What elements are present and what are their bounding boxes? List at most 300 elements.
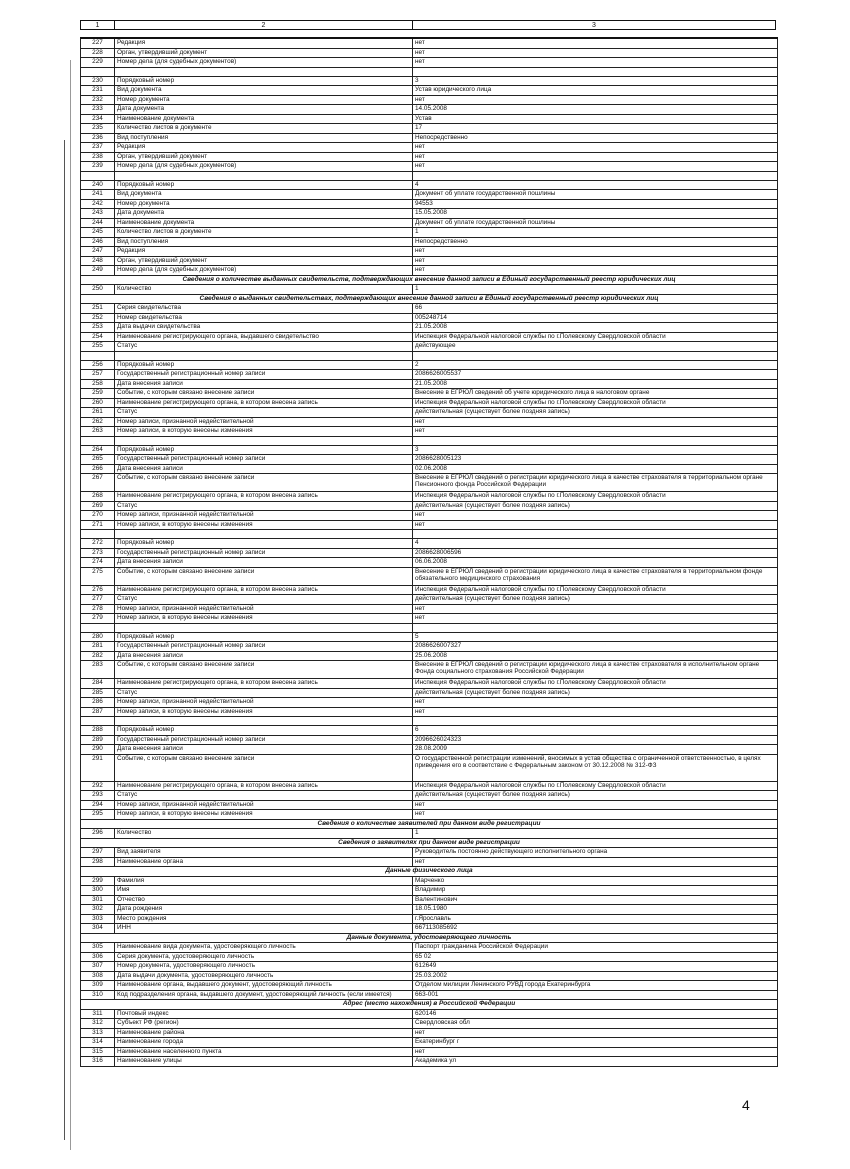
row-number: 232 bbox=[81, 95, 115, 105]
field-label: Орган, утвердивший документ bbox=[115, 256, 413, 266]
table-row bbox=[81, 952, 778, 962]
blank-cell bbox=[413, 351, 778, 360]
table-row bbox=[81, 474, 778, 492]
row-number: 292 bbox=[81, 781, 115, 791]
row-number: 296 bbox=[81, 829, 115, 839]
row-number: 249 bbox=[81, 266, 115, 276]
table-row bbox=[81, 558, 778, 568]
field-value: действительная (существует более поздняя запись) bbox=[413, 595, 778, 605]
column-number: 3 bbox=[413, 21, 776, 30]
section-heading-row bbox=[81, 867, 778, 877]
field-label: Номер записи, признанной недействительной bbox=[115, 604, 413, 614]
field-value: нет bbox=[413, 152, 778, 162]
field-label: Номер документа, удостоверяющего личность bbox=[115, 962, 413, 972]
field-label: Наименование города bbox=[115, 1038, 413, 1048]
field-label: Номер свидетельства bbox=[115, 313, 413, 323]
field-value: Документ об уплате государственной пошлины bbox=[413, 190, 778, 200]
table-row bbox=[81, 651, 778, 661]
field-value: 4 bbox=[413, 539, 778, 549]
table-row bbox=[81, 218, 778, 228]
row-number: 304 bbox=[81, 924, 115, 934]
field-label: Номер дела (для судебных документов) bbox=[115, 162, 413, 172]
section-heading-row bbox=[81, 294, 778, 304]
table-row bbox=[81, 370, 778, 380]
field-label: Вид документа bbox=[115, 190, 413, 200]
blank-cell bbox=[81, 717, 115, 726]
table-row bbox=[81, 427, 778, 437]
row-number: 276 bbox=[81, 585, 115, 595]
row-number: 284 bbox=[81, 679, 115, 689]
blank-row bbox=[81, 436, 778, 445]
row-number: 271 bbox=[81, 520, 115, 530]
table-row bbox=[81, 143, 778, 153]
table-row bbox=[81, 642, 778, 652]
row-number: 311 bbox=[81, 1009, 115, 1019]
field-label: Номер записи, в которую внесены изменения bbox=[115, 614, 413, 624]
row-number: 283 bbox=[81, 661, 115, 679]
row-number: 305 bbox=[81, 943, 115, 953]
field-label: Статус bbox=[115, 501, 413, 511]
row-number: 243 bbox=[81, 209, 115, 219]
table-row bbox=[81, 1028, 778, 1038]
field-value: 65 02 bbox=[413, 952, 778, 962]
table-row bbox=[81, 876, 778, 886]
field-value: нет bbox=[413, 810, 778, 820]
field-value: 66 bbox=[413, 304, 778, 314]
field-value: нет bbox=[413, 48, 778, 58]
row-number: 308 bbox=[81, 971, 115, 981]
table-row bbox=[81, 114, 778, 124]
field-value: 667113085692 bbox=[413, 924, 778, 934]
field-label: Почтовый индекс bbox=[115, 1009, 413, 1019]
field-value: 620146 bbox=[413, 1009, 778, 1019]
section-heading: Сведения о заявителях при данном виде регистрации bbox=[81, 838, 778, 848]
table-row bbox=[81, 379, 778, 389]
row-number: 314 bbox=[81, 1038, 115, 1048]
field-value: 14.05.2008 bbox=[413, 105, 778, 115]
blank-cell bbox=[413, 717, 778, 726]
row-number: 264 bbox=[81, 445, 115, 455]
table-row bbox=[81, 313, 778, 323]
row-number: 286 bbox=[81, 698, 115, 708]
field-label: Государственный регистрационный номер записи bbox=[115, 455, 413, 465]
field-label: Номер записи, в которую внесены изменения bbox=[115, 707, 413, 717]
row-number: 281 bbox=[81, 642, 115, 652]
row-number: 269 bbox=[81, 501, 115, 511]
field-label: Наименование улицы bbox=[115, 1057, 413, 1067]
field-value: Валентинович bbox=[413, 895, 778, 905]
field-value: нет bbox=[413, 162, 778, 172]
row-number: 291 bbox=[81, 754, 115, 781]
field-label: Наименование вида документа, удостоверяющего личность bbox=[115, 943, 413, 953]
field-value: Паспорт гражданина Российской Федерации bbox=[413, 943, 778, 953]
field-value: 28.08.2009 bbox=[413, 745, 778, 755]
table-row bbox=[81, 342, 778, 352]
table-row bbox=[81, 548, 778, 558]
field-label: Вид поступления bbox=[115, 237, 413, 247]
field-value: 663-001 bbox=[413, 990, 778, 1000]
field-label: Наименование регистрирующего органа, в котором внесена запись bbox=[115, 781, 413, 791]
field-label: Номер записи, в которую внесены изменения bbox=[115, 810, 413, 820]
field-label: Редакция bbox=[115, 143, 413, 153]
blank-row bbox=[81, 530, 778, 539]
table-row bbox=[81, 1019, 778, 1029]
field-value: нет bbox=[413, 38, 778, 48]
field-label: Порядковый номер bbox=[115, 726, 413, 736]
table-row bbox=[81, 124, 778, 134]
field-label: Вид заявителя bbox=[115, 848, 413, 858]
row-number: 240 bbox=[81, 180, 115, 190]
section-heading: Адрес (место нахождения) в Российской Федерации bbox=[81, 1000, 778, 1010]
row-number: 285 bbox=[81, 688, 115, 698]
table-row bbox=[81, 360, 778, 370]
field-label: Отчество bbox=[115, 895, 413, 905]
row-number: 256 bbox=[81, 360, 115, 370]
table-row bbox=[81, 943, 778, 953]
field-label: Наименование регистрирующего органа, в котором внесена запись bbox=[115, 398, 413, 408]
field-value: действительная (существует более поздняя запись) bbox=[413, 501, 778, 511]
row-number: 312 bbox=[81, 1019, 115, 1029]
row-number: 241 bbox=[81, 190, 115, 200]
row-number: 313 bbox=[81, 1028, 115, 1038]
field-value: О государственной регистрации изменений, вносимых в устав общества с ограниченной ответственностью, в целях приведения его в соответствие с Федеральным законом от 30.12.2008 № 312-ФЗ bbox=[413, 754, 778, 781]
row-number: 279 bbox=[81, 614, 115, 624]
field-value: Инспекция Федеральной налоговой службы по г.Полевскому Свердловской области bbox=[413, 332, 778, 342]
field-value: Документ об уплате государственной пошлины bbox=[413, 218, 778, 228]
table-row bbox=[81, 520, 778, 530]
field-label: Событие, с которым связано внесение записи bbox=[115, 567, 413, 585]
row-number: 262 bbox=[81, 417, 115, 427]
field-label: Номер записи, в которую внесены изменения bbox=[115, 427, 413, 437]
row-number: 275 bbox=[81, 567, 115, 585]
field-value: 2086626005537 bbox=[413, 370, 778, 380]
section-heading: Данные физического лица bbox=[81, 867, 778, 877]
field-value: 612649 bbox=[413, 962, 778, 972]
table-row bbox=[81, 745, 778, 755]
field-label: Наименование органа bbox=[115, 857, 413, 867]
table-row bbox=[81, 492, 778, 502]
row-number: 298 bbox=[81, 857, 115, 867]
column-number-header bbox=[80, 20, 776, 30]
table-row bbox=[81, 209, 778, 219]
field-value: 21.05.2008 bbox=[413, 323, 778, 333]
row-number: 303 bbox=[81, 914, 115, 924]
field-value: 02.06.2008 bbox=[413, 464, 778, 474]
field-value: нет bbox=[413, 707, 778, 717]
field-value: Непосредственно bbox=[413, 237, 778, 247]
field-label: Дата выдачи документа, удостоверяющего личность bbox=[115, 971, 413, 981]
field-value: действительная (существует более поздняя запись) bbox=[413, 688, 778, 698]
field-value: нет bbox=[413, 800, 778, 810]
field-label: Номер документа bbox=[115, 95, 413, 105]
section-heading-row bbox=[81, 275, 778, 285]
field-label: Наименование регистрирующего органа, выдавшего свидетельство bbox=[115, 332, 413, 342]
table-row bbox=[81, 698, 778, 708]
row-number: 315 bbox=[81, 1047, 115, 1057]
field-label: Порядковый номер bbox=[115, 539, 413, 549]
row-number: 251 bbox=[81, 304, 115, 314]
field-label: Статус bbox=[115, 342, 413, 352]
field-value: нет bbox=[413, 266, 778, 276]
field-label: Порядковый номер bbox=[115, 632, 413, 642]
blank-cell bbox=[81, 623, 115, 632]
field-value: Инспекция Федеральной налоговой службы по г.Полевскому Свердловской области bbox=[413, 781, 778, 791]
table-row bbox=[81, 707, 778, 717]
table-row bbox=[81, 398, 778, 408]
table-row bbox=[81, 539, 778, 549]
row-number: 277 bbox=[81, 595, 115, 605]
field-label: Дата рождения bbox=[115, 905, 413, 915]
field-label: Дата внесения записи bbox=[115, 558, 413, 568]
row-number: 255 bbox=[81, 342, 115, 352]
row-number: 294 bbox=[81, 800, 115, 810]
field-value: 3 bbox=[413, 76, 778, 86]
table-row bbox=[81, 614, 778, 624]
field-label: Событие, с которым связано внесение записи bbox=[115, 754, 413, 781]
blank-cell bbox=[413, 623, 778, 632]
blank-cell bbox=[115, 351, 413, 360]
field-label: Порядковый номер bbox=[115, 445, 413, 455]
field-value: нет bbox=[413, 417, 778, 427]
row-number: 244 bbox=[81, 218, 115, 228]
row-number: 237 bbox=[81, 143, 115, 153]
table-row bbox=[81, 895, 778, 905]
field-label: Редакция bbox=[115, 247, 413, 257]
field-label: Порядковый номер bbox=[115, 360, 413, 370]
blank-cell bbox=[115, 436, 413, 445]
table-row bbox=[81, 323, 778, 333]
field-label: Событие, с которым связано внесение записи bbox=[115, 389, 413, 399]
field-value: г.Ярославль bbox=[413, 914, 778, 924]
field-value: Отделом милиции Ленинского РУВД города Екатеринбурга bbox=[413, 981, 778, 991]
table-row bbox=[81, 679, 778, 689]
row-number: 257 bbox=[81, 370, 115, 380]
row-number: 259 bbox=[81, 389, 115, 399]
table-row bbox=[81, 228, 778, 238]
field-label: Орган, утвердивший документ bbox=[115, 48, 413, 58]
field-value: действующее bbox=[413, 342, 778, 352]
table-row bbox=[81, 417, 778, 427]
table-row bbox=[81, 1009, 778, 1019]
row-number: 307 bbox=[81, 962, 115, 972]
table-row bbox=[81, 604, 778, 614]
blank-cell bbox=[81, 351, 115, 360]
table-row bbox=[81, 199, 778, 209]
table-row bbox=[81, 726, 778, 736]
table-row bbox=[81, 754, 778, 781]
table-row bbox=[81, 632, 778, 642]
field-value: Непосредственно bbox=[413, 133, 778, 143]
field-label: Событие, с которым связано внесение записи bbox=[115, 474, 413, 492]
row-number: 301 bbox=[81, 895, 115, 905]
field-value: 1 bbox=[413, 228, 778, 238]
row-number: 242 bbox=[81, 199, 115, 209]
field-value: Инспекция Федеральной налоговой службы по г.Полевскому Свердловской области bbox=[413, 398, 778, 408]
row-number: 238 bbox=[81, 152, 115, 162]
field-value: 1 bbox=[413, 285, 778, 295]
row-number: 254 bbox=[81, 332, 115, 342]
field-value: 005248714 bbox=[413, 313, 778, 323]
row-number: 261 bbox=[81, 408, 115, 418]
field-value: 3 bbox=[413, 445, 778, 455]
field-label: Номер записи, признанной недействительной bbox=[115, 511, 413, 521]
field-value: Устав bbox=[413, 114, 778, 124]
blank-cell bbox=[115, 67, 413, 76]
table-row bbox=[81, 408, 778, 418]
row-number: 253 bbox=[81, 323, 115, 333]
field-value: 94553 bbox=[413, 199, 778, 209]
field-label: Вид документа bbox=[115, 86, 413, 96]
table-row bbox=[81, 1057, 778, 1067]
table-row bbox=[81, 256, 778, 266]
field-value: 18.05.1980 bbox=[413, 905, 778, 915]
row-number: 287 bbox=[81, 707, 115, 717]
field-label: Количество bbox=[115, 285, 413, 295]
field-value: нет bbox=[413, 1047, 778, 1057]
field-label: Субъект РФ (регион) bbox=[115, 1019, 413, 1029]
blank-cell bbox=[81, 436, 115, 445]
row-number: 274 bbox=[81, 558, 115, 568]
table-row bbox=[81, 595, 778, 605]
table-row bbox=[81, 1038, 778, 1048]
blank-cell bbox=[81, 67, 115, 76]
field-value: Инспекция Федеральной налоговой службы по г.Полевскому Свердловской области bbox=[413, 585, 778, 595]
field-value: Академика ул bbox=[413, 1057, 778, 1067]
field-value: 15.05.2008 bbox=[413, 209, 778, 219]
row-number: 236 bbox=[81, 133, 115, 143]
row-number: 245 bbox=[81, 228, 115, 238]
field-value: 25.03.2002 bbox=[413, 971, 778, 981]
row-number: 293 bbox=[81, 791, 115, 801]
field-label: Дата внесения записи bbox=[115, 745, 413, 755]
field-label: Дата документа bbox=[115, 105, 413, 115]
table-row bbox=[81, 247, 778, 257]
field-label: Место рождения bbox=[115, 914, 413, 924]
row-number: 258 bbox=[81, 379, 115, 389]
row-number: 252 bbox=[81, 313, 115, 323]
table-row bbox=[81, 688, 778, 698]
table-row bbox=[81, 332, 778, 342]
field-value: нет bbox=[413, 1028, 778, 1038]
field-label: Код подразделения органа, выдавшего документ, удостоверяющий личность (если имеется) bbox=[115, 990, 413, 1000]
field-value: 2086628005123 bbox=[413, 455, 778, 465]
field-label: Количество листов в документе bbox=[115, 124, 413, 134]
table-row bbox=[81, 781, 778, 791]
blank-cell bbox=[413, 436, 778, 445]
field-label: Дата внесения записи bbox=[115, 379, 413, 389]
column-number: 1 bbox=[81, 21, 115, 30]
row-number: 282 bbox=[81, 651, 115, 661]
field-value: 25.06.2008 bbox=[413, 651, 778, 661]
field-label: Номер записи, признанной недействительной bbox=[115, 417, 413, 427]
field-value: Внесение в ЕГРЮЛ сведений о регистрации юридического лица в качестве страхователя в исполнительном органе Фонда социального страхования Российской Федерации bbox=[413, 661, 778, 679]
blank-row bbox=[81, 171, 778, 180]
row-number: 266 bbox=[81, 464, 115, 474]
field-label: Орган, утвердивший документ bbox=[115, 152, 413, 162]
table-body bbox=[81, 38, 778, 1066]
section-heading: Данные документа, удостоверяющего личность bbox=[81, 933, 778, 943]
column-number: 2 bbox=[115, 21, 413, 30]
row-number: 278 bbox=[81, 604, 115, 614]
field-label: Номер записи, в которую внесены изменения bbox=[115, 520, 413, 530]
table-row bbox=[81, 800, 778, 810]
section-heading: Сведения о количестве выданных свидетельств, подтверждающих внесение данной записи в Единый государственный реестр юридических лиц bbox=[81, 275, 778, 285]
row-number: 309 bbox=[81, 981, 115, 991]
row-number: 247 bbox=[81, 247, 115, 257]
table-row bbox=[81, 86, 778, 96]
section-heading: Сведения о выданных свидетельствах, подтверждающих внесение данной записи в Единый государственный реестр юридических лиц bbox=[81, 294, 778, 304]
row-number: 227 bbox=[81, 38, 115, 48]
table-row bbox=[81, 829, 778, 839]
table-row bbox=[81, 304, 778, 314]
row-number: 228 bbox=[81, 48, 115, 58]
field-label: Номер записи, признанной недействительной bbox=[115, 800, 413, 810]
field-value: Инспекция Федеральной налоговой службы по г.Полевскому Свердловской области bbox=[413, 679, 778, 689]
row-number: 300 bbox=[81, 886, 115, 896]
table-row bbox=[81, 585, 778, 595]
field-value: нет bbox=[413, 520, 778, 530]
row-number: 297 bbox=[81, 848, 115, 858]
field-label: Наименование документа bbox=[115, 114, 413, 124]
field-value: 2 bbox=[413, 360, 778, 370]
row-number: 233 bbox=[81, 105, 115, 115]
field-label: Вид поступления bbox=[115, 133, 413, 143]
row-number: 295 bbox=[81, 810, 115, 820]
blank-cell bbox=[81, 171, 115, 180]
row-number: 290 bbox=[81, 745, 115, 755]
field-label: Событие, с которым связано внесение записи bbox=[115, 661, 413, 679]
row-number: 265 bbox=[81, 455, 115, 465]
field-label: Дата документа bbox=[115, 209, 413, 219]
blank-cell bbox=[115, 530, 413, 539]
row-number: 302 bbox=[81, 905, 115, 915]
field-value: Руководитель постоянно действующего исполнительного органа bbox=[413, 848, 778, 858]
table-row bbox=[81, 464, 778, 474]
field-label: Наименование документа bbox=[115, 218, 413, 228]
table-row bbox=[81, 971, 778, 981]
row-number: 270 bbox=[81, 511, 115, 521]
table-row bbox=[81, 152, 778, 162]
row-number: 230 bbox=[81, 76, 115, 86]
field-value: 2086626007327 bbox=[413, 642, 778, 652]
field-label: Наименование регистрирующего органа, в котором внесена запись bbox=[115, 679, 413, 689]
blank-row bbox=[81, 623, 778, 632]
field-value: 2086628006596 bbox=[413, 548, 778, 558]
field-value: Устав юридического лица bbox=[413, 86, 778, 96]
section-heading-row bbox=[81, 838, 778, 848]
table-row bbox=[81, 105, 778, 115]
field-value: Свердловская обл bbox=[413, 1019, 778, 1029]
blank-row bbox=[81, 717, 778, 726]
row-number: 268 bbox=[81, 492, 115, 502]
field-value: нет bbox=[413, 256, 778, 266]
table-row bbox=[81, 567, 778, 585]
field-value: нет bbox=[413, 614, 778, 624]
section-heading-row bbox=[81, 819, 778, 829]
table-row bbox=[81, 237, 778, 247]
table-row bbox=[81, 285, 778, 295]
field-label: Наименование населенного пункта bbox=[115, 1047, 413, 1057]
field-value: действительная (существует более поздняя запись) bbox=[413, 791, 778, 801]
field-label: Государственный регистрационный номер записи bbox=[115, 548, 413, 558]
table-row bbox=[81, 48, 778, 58]
field-label: Серия свидетельства bbox=[115, 304, 413, 314]
field-label: Редакция bbox=[115, 38, 413, 48]
blank-cell bbox=[81, 530, 115, 539]
table-row bbox=[81, 848, 778, 858]
field-value: нет bbox=[413, 427, 778, 437]
field-value: Екатеринбург г bbox=[413, 1038, 778, 1048]
